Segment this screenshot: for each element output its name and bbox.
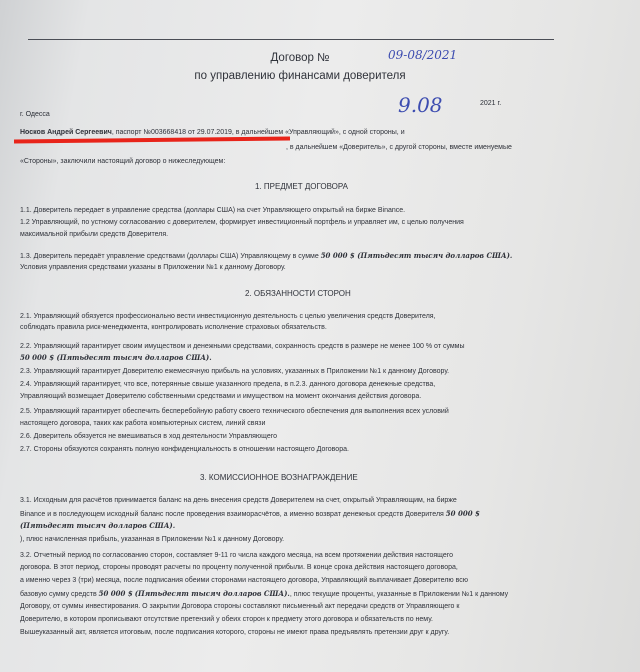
s3-amount-short: 50 000 $	[445, 509, 480, 518]
s3-line: Binance и в последующем исходный баланс после проведения взаиморасчётов, а именно возврат денежных средств Доверителя 50 000 $	[20, 509, 480, 518]
party-line-2: , в дальнейшем «Доверитель», с другой стороны, вместе именуемые	[286, 144, 512, 151]
contract-year: 2021 г.	[480, 100, 502, 107]
handwritten-number: 09-08/2021	[388, 48, 458, 62]
section-1-title: 1. ПРЕДМЕТ ДОГОВОРА	[255, 182, 349, 191]
s2-line: 2.1. Управляющий обязуется профессионально вести инвестиционную деятельность с целью увеличения средств Доверителя,	[20, 313, 436, 320]
s2-amount: 50 000 $ (Пятьдесят тысяч долларов США).	[20, 353, 212, 362]
s2-line: 2.7. Стороны обязуются сохранять полную конфиденциальность в отношении настоящего Договора.	[20, 446, 349, 453]
s1-line: максимальной прибыли средств Доверителя.	[20, 231, 169, 238]
s2-line: Управляющий возмещает Доверителю собственными средствами и имуществом на момент окончания действия договора.	[20, 393, 422, 400]
s2-line: 2.2. Управляющий гарантирует своим имуществом и денежными средствами, сохранность средств в размере не менее 100 % от суммы	[20, 343, 465, 350]
s2-line: 2.3. Управляющий гарантирует Доверителю ежемесячную прибыль на условиях, указанных в Приложении №1 к данному Договору.	[20, 368, 450, 375]
s3-line: 3.1. Исходным для расчётов принимается баланс на день внесения средств Доверителем на счет, открытый Управляющим, на бирже	[20, 497, 457, 504]
s3-line: Договору, от суммы инвестирования. О закрытии Договора стороны составляют письменный акт передачи средств от Управляющего к	[20, 603, 460, 610]
s3-line: 3.2. Отчетный период по согласованию сторон, составляет 9-11 го числа каждого месяца, на всем протяжении действия настоящего	[20, 552, 454, 559]
s2-line: 2.6. Доверитель обязуется не вмешиваться в ход деятельности Управляющего	[20, 433, 278, 440]
contract-subtitle: по управлению финансами доверителя	[194, 70, 406, 82]
s2-line: настоящего договора, таких как работа компьютерных систем, линий связи	[20, 420, 266, 427]
s3-amount-words: (Пятьдесят тысяч долларов США).	[20, 521, 176, 530]
section-3-title: 3. КОМИССИОННОЕ ВОЗНАГРАЖДЕНИЕ	[200, 473, 358, 482]
s1-line: Условия управления средствами указаны в Приложении №1 к данному Договору.	[20, 264, 286, 271]
s1-line: 1.3. Доверитель передаёт управление средствами (доллары США) Управляющему в сумме 50 000 $ (Пятьдесят тысяч долларов США).	[20, 251, 513, 260]
party-line-1: Носков Андрей Сергеевич, паспорт №003668418 от 29.07.2019, в дальнейшем «Управляющий», с одной стороны, и	[20, 129, 405, 136]
handwritten-date: 9.08	[398, 93, 443, 117]
contract-title: Договор №	[270, 52, 330, 64]
party-line-3: «Стороны», заключили настоящий договор о нижеследующем:	[20, 158, 226, 165]
s1-line: 1.1. Доверитель передает в управление средства (доллары США) на счет Управляющего открытый на бирже Binance.	[20, 207, 406, 214]
s1-line: 1.2 Управляющий, по устному согласованию с доверителем, формирует инвестиционный портфель и управляет им, с целью получения	[20, 219, 464, 226]
red-underline-mark	[14, 137, 290, 144]
manager-name: Носков Андрей Сергеевич	[20, 129, 112, 136]
s3-line: а именно через 3 (три) месяца, после подписания обеими сторонами настоящего договора, Управляющий выплачивает Доверителю всю	[20, 577, 468, 584]
s3-amount-inline: 50 000 $	[98, 589, 133, 598]
s3-line: договора. В этот период, стороны проводят расчеты по проценту полученной прибыли. В конце срока действия настоящего договора,	[20, 564, 458, 571]
s2-line: 2.4. Управляющий гарантирует, что все, потерянные свыше указанного предела, в п.2.3. данного договора денежные средства,	[20, 381, 436, 388]
s2-line: 2.5. Управляющий гарантирует обеспечить бесперебойную работу своего технического обеспечения для выполнения всех условий	[20, 408, 449, 415]
section-2-title: 2. ОБЯЗАННОСТИ СТОРОН	[245, 289, 351, 298]
s2-line: соблюдать правила риск-менеджмента, контролировать исполнение страховых обязательств.	[20, 324, 327, 331]
s3-amount-words-inline: (Пятьдесят тысяч долларов США).	[134, 589, 290, 598]
top-rule	[28, 39, 554, 40]
s1-amount: 50 000 $ (Пятьдесят тысяч долларов США).	[320, 251, 513, 260]
contract-city: г. Одесса	[20, 111, 50, 118]
s3-line: Вышеуказанный акт, является итоговым, после подписания которого, стороны не имеют права предъявлять претензии друг к другу.	[20, 629, 450, 636]
s3-line: базовую сумму средств 50 000 $ (Пятьдесят тысяч долларов США)., плюс текущие проценты, указанные в Приложении №1 к данному	[20, 589, 509, 598]
s3-line: Доверителю, в котором прописывают отсутствие претензий у обеих сторон к предмету этого договора и обязательств по нему.	[20, 616, 433, 623]
s3-line: ), плюс начисленная прибыль, указанная в Приложении №1 к данному Договору.	[20, 536, 285, 543]
